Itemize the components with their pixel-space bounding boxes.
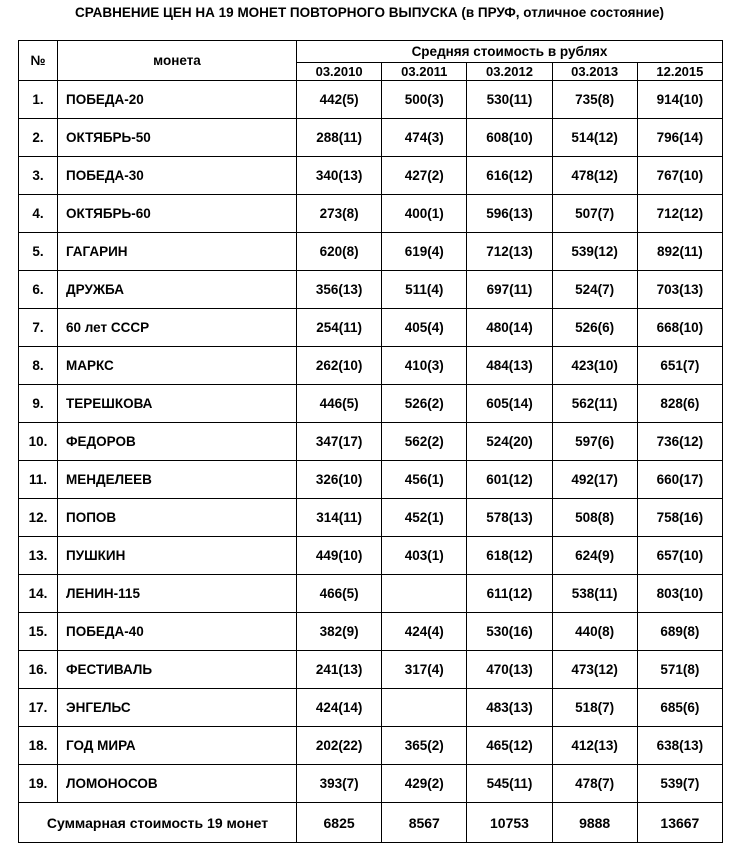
price-cell: 446(5) bbox=[297, 385, 382, 423]
price-cell: 530(16) bbox=[467, 613, 552, 651]
price-cell: 601(12) bbox=[467, 461, 552, 499]
price-cell: 803(10) bbox=[637, 575, 722, 613]
row-number: 16. bbox=[19, 651, 58, 689]
table-row bbox=[19, 613, 723, 651]
price-cell: 456(1) bbox=[382, 461, 467, 499]
coin-name: ОКТЯБРЬ-50 bbox=[58, 119, 297, 157]
price-cell: 689(8) bbox=[637, 613, 722, 651]
price-cell: 530(11) bbox=[467, 81, 552, 119]
price-cell: 423(10) bbox=[552, 347, 637, 385]
price-cell: 712(13) bbox=[467, 233, 552, 271]
table-row bbox=[19, 461, 723, 499]
table-row bbox=[19, 309, 723, 347]
price-cell: 427(2) bbox=[382, 157, 467, 195]
price-cell: 442(5) bbox=[297, 81, 382, 119]
table-row bbox=[19, 575, 723, 613]
price-cell: 440(8) bbox=[552, 613, 637, 651]
coin-name: ПОБЕДА-40 bbox=[58, 613, 297, 651]
table-row bbox=[19, 119, 723, 157]
header-coin: монета bbox=[58, 41, 297, 81]
table-header-row bbox=[19, 41, 723, 63]
price-cell: 735(8) bbox=[552, 81, 637, 119]
table-row bbox=[19, 537, 723, 575]
price-cell: 424(4) bbox=[382, 613, 467, 651]
row-number: 3. bbox=[19, 157, 58, 195]
row-number: 9. bbox=[19, 385, 58, 423]
row-number: 2. bbox=[19, 119, 58, 157]
price-cell: 605(14) bbox=[467, 385, 552, 423]
price-cell: 365(2) bbox=[382, 727, 467, 765]
price-cell: 539(7) bbox=[637, 765, 722, 803]
header-date: 03.2011 bbox=[382, 63, 467, 81]
row-number: 19. bbox=[19, 765, 58, 803]
price-cell: 405(4) bbox=[382, 309, 467, 347]
price-cell: 697(11) bbox=[467, 271, 552, 309]
price-cell: 400(1) bbox=[382, 195, 467, 233]
table-row bbox=[19, 651, 723, 689]
row-number: 12. bbox=[19, 499, 58, 537]
total-row bbox=[19, 803, 723, 843]
coin-name: ПОПОВ bbox=[58, 499, 297, 537]
table-row bbox=[19, 81, 723, 119]
coin-name: МЕНДЕЛЕЕВ bbox=[58, 461, 297, 499]
price-cell: 539(12) bbox=[552, 233, 637, 271]
price-cell: 429(2) bbox=[382, 765, 467, 803]
price-cell: 473(12) bbox=[552, 651, 637, 689]
price-cell: 424(14) bbox=[297, 689, 382, 727]
price-cell: 685(6) bbox=[637, 689, 722, 727]
row-number: 5. bbox=[19, 233, 58, 271]
coin-name: ПУШКИН bbox=[58, 537, 297, 575]
coin-name: ЛЕНИН-115 bbox=[58, 575, 297, 613]
price-cell: 526(2) bbox=[382, 385, 467, 423]
price-cell: 484(13) bbox=[467, 347, 552, 385]
row-number: 4. bbox=[19, 195, 58, 233]
header-date: 03.2012 bbox=[467, 63, 552, 81]
row-number: 6. bbox=[19, 271, 58, 309]
table-row bbox=[19, 195, 723, 233]
price-cell: 470(13) bbox=[467, 651, 552, 689]
coin-name: ДРУЖБА bbox=[58, 271, 297, 309]
price-cell: 480(14) bbox=[467, 309, 552, 347]
price-cell: 314(11) bbox=[297, 499, 382, 537]
table-body bbox=[19, 81, 723, 803]
price-cell: 410(3) bbox=[382, 347, 467, 385]
row-number: 1. bbox=[19, 81, 58, 119]
price-cell: 466(5) bbox=[297, 575, 382, 613]
price-cell bbox=[382, 575, 467, 613]
row-number: 15. bbox=[19, 613, 58, 651]
document-title: СРАВНЕНИЕ ЦЕН НА 19 МОНЕТ ПОВТОРНОГО ВЫПУСКА (в ПРУФ, отличное состояние) bbox=[75, 5, 664, 20]
price-cell: 657(10) bbox=[637, 537, 722, 575]
total-value: 6825 bbox=[297, 803, 382, 843]
price-cell: 483(13) bbox=[467, 689, 552, 727]
price-cell: 254(11) bbox=[297, 309, 382, 347]
total-value: 10753 bbox=[467, 803, 552, 843]
table-row bbox=[19, 765, 723, 803]
price-cell: 597(6) bbox=[552, 423, 637, 461]
price-cell: 288(11) bbox=[297, 119, 382, 157]
price-cell: 914(10) bbox=[637, 81, 722, 119]
table-row bbox=[19, 233, 723, 271]
price-cell: 596(13) bbox=[467, 195, 552, 233]
header-date: 03.2013 bbox=[552, 63, 637, 81]
coin-name: ГОД МИРА bbox=[58, 727, 297, 765]
price-cell: 545(11) bbox=[467, 765, 552, 803]
price-cell: 492(17) bbox=[552, 461, 637, 499]
price-cell: 524(20) bbox=[467, 423, 552, 461]
row-number: 17. bbox=[19, 689, 58, 727]
price-cell: 478(7) bbox=[552, 765, 637, 803]
coin-name: ФЕСТИВАЛЬ bbox=[58, 651, 297, 689]
coin-price-table bbox=[18, 40, 723, 843]
price-cell: 796(14) bbox=[637, 119, 722, 157]
table-row bbox=[19, 271, 723, 309]
price-cell: 262(10) bbox=[297, 347, 382, 385]
coin-name: ОКТЯБРЬ-60 bbox=[58, 195, 297, 233]
price-cell: 578(13) bbox=[467, 499, 552, 537]
row-number: 14. bbox=[19, 575, 58, 613]
price-cell: 317(4) bbox=[382, 651, 467, 689]
header-date: 03.2010 bbox=[297, 63, 382, 81]
price-cell: 356(13) bbox=[297, 271, 382, 309]
price-cell: 892(11) bbox=[637, 233, 722, 271]
price-cell: 326(10) bbox=[297, 461, 382, 499]
table-row bbox=[19, 689, 723, 727]
price-cell: 273(8) bbox=[297, 195, 382, 233]
price-cell: 620(8) bbox=[297, 233, 382, 271]
total-value: 8567 bbox=[382, 803, 467, 843]
price-cell: 616(12) bbox=[467, 157, 552, 195]
price-cell: 478(12) bbox=[552, 157, 637, 195]
coin-name: МАРКС bbox=[58, 347, 297, 385]
table-row bbox=[19, 423, 723, 461]
price-cell: 538(11) bbox=[552, 575, 637, 613]
price-cell: 526(6) bbox=[552, 309, 637, 347]
price-cell: 452(1) bbox=[382, 499, 467, 537]
price-cell: 202(22) bbox=[297, 727, 382, 765]
price-cell: 449(10) bbox=[297, 537, 382, 575]
price-cell: 465(12) bbox=[467, 727, 552, 765]
header-number: № bbox=[19, 41, 58, 81]
price-cell: 624(9) bbox=[552, 537, 637, 575]
price-cell: 651(7) bbox=[637, 347, 722, 385]
price-cell: 474(3) bbox=[382, 119, 467, 157]
coin-name: ПОБЕДА-20 bbox=[58, 81, 297, 119]
price-cell: 382(9) bbox=[297, 613, 382, 651]
price-cell bbox=[382, 689, 467, 727]
coin-name: 60 лет СССР bbox=[58, 309, 297, 347]
price-cell: 393(7) bbox=[297, 765, 382, 803]
price-cell: 347(17) bbox=[297, 423, 382, 461]
coin-name: ФЕДОРОВ bbox=[58, 423, 297, 461]
price-cell: 412(13) bbox=[552, 727, 637, 765]
price-cell: 828(6) bbox=[637, 385, 722, 423]
total-value: 13667 bbox=[637, 803, 722, 843]
price-cell: 241(13) bbox=[297, 651, 382, 689]
price-cell: 703(13) bbox=[637, 271, 722, 309]
price-cell: 500(3) bbox=[382, 81, 467, 119]
price-cell: 507(7) bbox=[552, 195, 637, 233]
price-cell: 767(10) bbox=[637, 157, 722, 195]
total-value: 9888 bbox=[552, 803, 637, 843]
coin-name: ГАГАРИН bbox=[58, 233, 297, 271]
total-label: Суммарная стоимость 19 монет bbox=[19, 803, 297, 843]
price-cell: 508(8) bbox=[552, 499, 637, 537]
header-price-group: Средняя стоимость в рублях bbox=[297, 41, 723, 63]
price-cell: 660(17) bbox=[637, 461, 722, 499]
row-number: 11. bbox=[19, 461, 58, 499]
price-cell: 562(2) bbox=[382, 423, 467, 461]
coin-name: ТЕРЕШКОВА bbox=[58, 385, 297, 423]
row-number: 18. bbox=[19, 727, 58, 765]
price-cell: 712(12) bbox=[637, 195, 722, 233]
price-cell: 514(12) bbox=[552, 119, 637, 157]
table-row bbox=[19, 499, 723, 537]
coin-name: ПОБЕДА-30 bbox=[58, 157, 297, 195]
price-cell: 638(13) bbox=[637, 727, 722, 765]
price-cell: 608(10) bbox=[467, 119, 552, 157]
row-number: 7. bbox=[19, 309, 58, 347]
price-cell: 618(12) bbox=[467, 537, 552, 575]
price-cell: 758(16) bbox=[637, 499, 722, 537]
price-cell: 668(10) bbox=[637, 309, 722, 347]
price-cell: 619(4) bbox=[382, 233, 467, 271]
price-cell: 562(11) bbox=[552, 385, 637, 423]
price-cell: 340(13) bbox=[297, 157, 382, 195]
table-row bbox=[19, 385, 723, 423]
price-cell: 736(12) bbox=[637, 423, 722, 461]
coin-name: ЛОМОНОСОВ bbox=[58, 765, 297, 803]
price-cell: 511(4) bbox=[382, 271, 467, 309]
table-row bbox=[19, 727, 723, 765]
row-number: 13. bbox=[19, 537, 58, 575]
price-cell: 611(12) bbox=[467, 575, 552, 613]
header-date: 12.2015 bbox=[637, 63, 722, 81]
table-row bbox=[19, 157, 723, 195]
table-row bbox=[19, 347, 723, 385]
price-cell: 524(7) bbox=[552, 271, 637, 309]
price-cell: 518(7) bbox=[552, 689, 637, 727]
coin-name: ЭНГЕЛЬС bbox=[58, 689, 297, 727]
price-cell: 403(1) bbox=[382, 537, 467, 575]
row-number: 8. bbox=[19, 347, 58, 385]
row-number: 10. bbox=[19, 423, 58, 461]
price-cell: 571(8) bbox=[637, 651, 722, 689]
